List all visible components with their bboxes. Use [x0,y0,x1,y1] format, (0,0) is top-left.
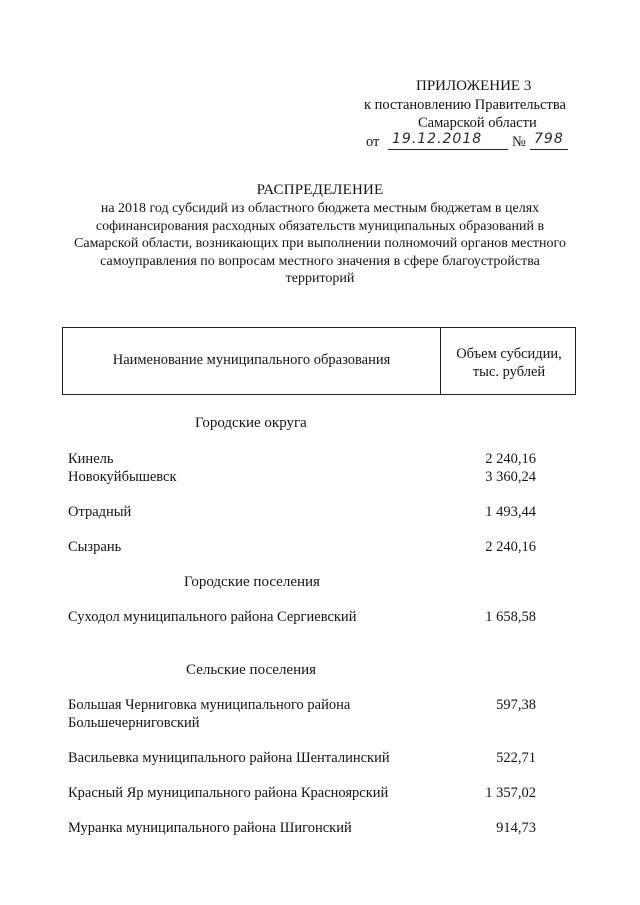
table-row-value: 3 360,24 [485,469,536,485]
table-row-name: Сызрань [68,539,122,555]
appendix-decree-line: к постановлению Правительства [364,97,566,113]
document-title: РАСПРЕДЕЛЕНИЕ [256,182,384,198]
appendix-title: ПРИЛОЖЕНИЕ 3 [416,78,532,94]
table-row-name: Красный Яр муниципального района Красноярский [68,785,389,801]
table-row-value: 2 240,16 [485,451,536,467]
table-row-name: Суходол муниципального района Сергиевский [68,609,357,625]
table-row-value: 1 658,58 [485,609,536,625]
handwritten-date: 19.12.2018 [392,131,483,147]
section-title: Сельские поселения [186,662,317,678]
column-header-amount-line2: тыс. рублей [472,364,546,380]
date-prefix: от [366,134,380,150]
number-label: № [512,134,526,150]
section-title: Городские округа [195,415,307,431]
table-row-name [68,697,350,732]
appendix-region-line: Самарской области [418,115,537,131]
table-row-value: 522,71 [496,750,536,766]
table-row-value: 597,38 [496,697,536,713]
handwritten-number: 798 [534,131,564,147]
table-row-name-line2: Большечерниговский [68,714,200,731]
column-header-amount [441,345,577,381]
column-header-name: Наименование муниципального образования [112,352,391,368]
number-field [530,132,568,150]
document-description: на 2018 год субсидий из областного бюджета местным бюджетам в целях софинансирования расходных обязательств муниципальных образований в Самарской области, возникающих при выполнении полномочий органов местного самоуправления по вопросам местного значения в сфере благоустройства территорий [74,201,566,286]
table-row-name-line1: Большая Черниговка муниципального района [68,697,351,713]
table-row-name: Кинель [68,451,114,467]
decree-date-row [366,132,576,154]
date-field [388,132,508,150]
column-header-amount-line1: Объем субсидии, [456,346,562,362]
table-row-value: 2 240,16 [485,539,536,555]
table-row-name: Васильевка муниципального района Шенталинский [68,750,390,766]
table-row-value: 914,73 [496,820,536,836]
table-row-name: Новокуйбышевск [68,469,177,485]
table-row-name: Муранка муниципального района Шигонский [68,820,352,836]
table-row-name: Отрадный [68,504,132,520]
table-header [62,327,576,395]
table-row-value: 1 493,44 [485,504,536,520]
section-title: Городские поселения [184,574,320,590]
table-row-value: 1 357,02 [485,785,536,801]
